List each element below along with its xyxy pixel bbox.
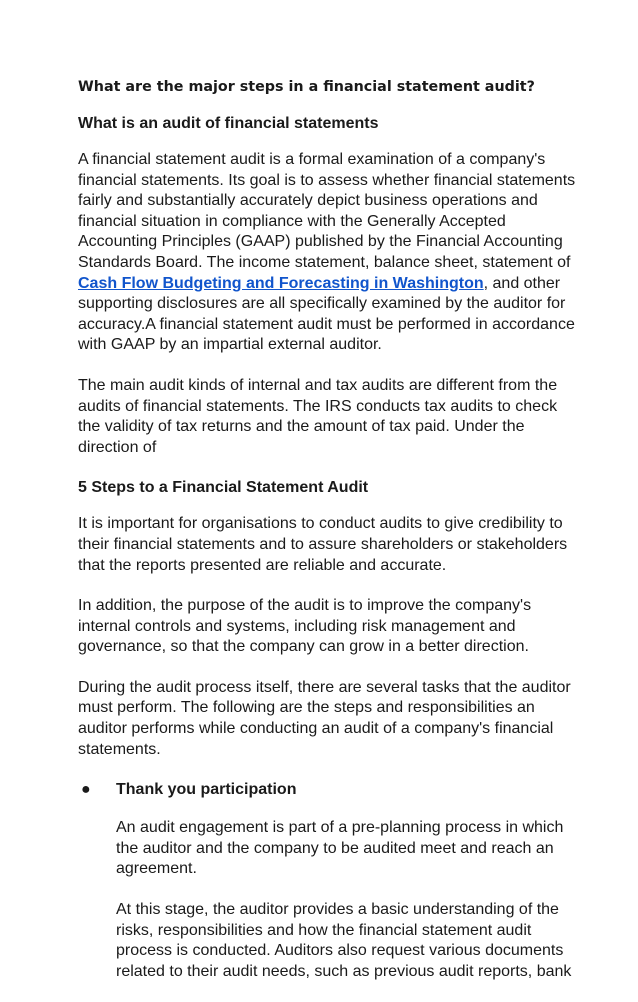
section-heading-what-is-audit: What is an audit of financial statements bbox=[78, 115, 379, 132]
paragraph-definition bbox=[78, 150, 578, 356]
paragraph-engagement: An audit engagement is part of a pre-planning process in which the auditor and the company to be audited meet and reach an agreement. bbox=[116, 819, 564, 878]
paragraph-definition-text: A financial statement audit is a formal examination of a company's financial statements. Its goal is to assess whether financial statements fairly and substantially accurately depict business operations and financial situation in compliance with the Generally Accepted Accounting Principles (GAAP) published by the Financial Accounting Standards Board. The income statement, balance sheet, statement of bbox=[78, 151, 576, 271]
document-page bbox=[78, 78, 578, 1002]
cash-flow-budgeting-link[interactable]: Cash Flow Budgeting and Forecasting in Washington bbox=[78, 274, 484, 292]
document-title: What are the major steps in a financial statement audit? bbox=[78, 79, 535, 95]
list-item-label: Thank you participation bbox=[116, 781, 297, 799]
section-heading-five-steps: 5 Steps to a Financial Statement Audit bbox=[78, 479, 369, 497]
paragraph-tasks: During the audit process itself, there are several tasks that the auditor must perform. The following are the steps and responsibilities an auditor performs while conducting an audit of a company's financial statements. bbox=[78, 678, 571, 758]
paragraph-importance: It is important for organisations to conduct audits to give credibility to their financial statements and to assure shareholders or stakeholders that the reports presented are reliable and accurate. bbox=[78, 515, 568, 574]
paragraph-definition-text-end: , and other supporting disclosures are all specifically examined by the auditor for accuracy.A financial statement audit must be performed in accordance with GAAP by an impartial external auditor. bbox=[78, 274, 575, 354]
paragraph-purpose: In addition, the purpose of the audit is to improve the company's internal controls and systems, including risk management and governance, so that the company can grow in a better direction. bbox=[78, 597, 532, 656]
bullet-icon: ● bbox=[81, 781, 91, 799]
list-item-thank-you-participation bbox=[78, 780, 578, 800]
paragraph-audit-kinds: The main audit kinds of internal and tax audits are different from the audits of financial statements. The IRS conducts tax audits to check the validity of tax returns and the amount of tax paid. Under the direction of bbox=[78, 376, 558, 456]
paragraph-stage: At this stage, the auditor provides a basic understanding of the risks, responsibilities and how the financial statement audit process is conducted. Auditors also request various documents related to their audit needs, such as previous audit reports, bank bbox=[116, 901, 572, 980]
